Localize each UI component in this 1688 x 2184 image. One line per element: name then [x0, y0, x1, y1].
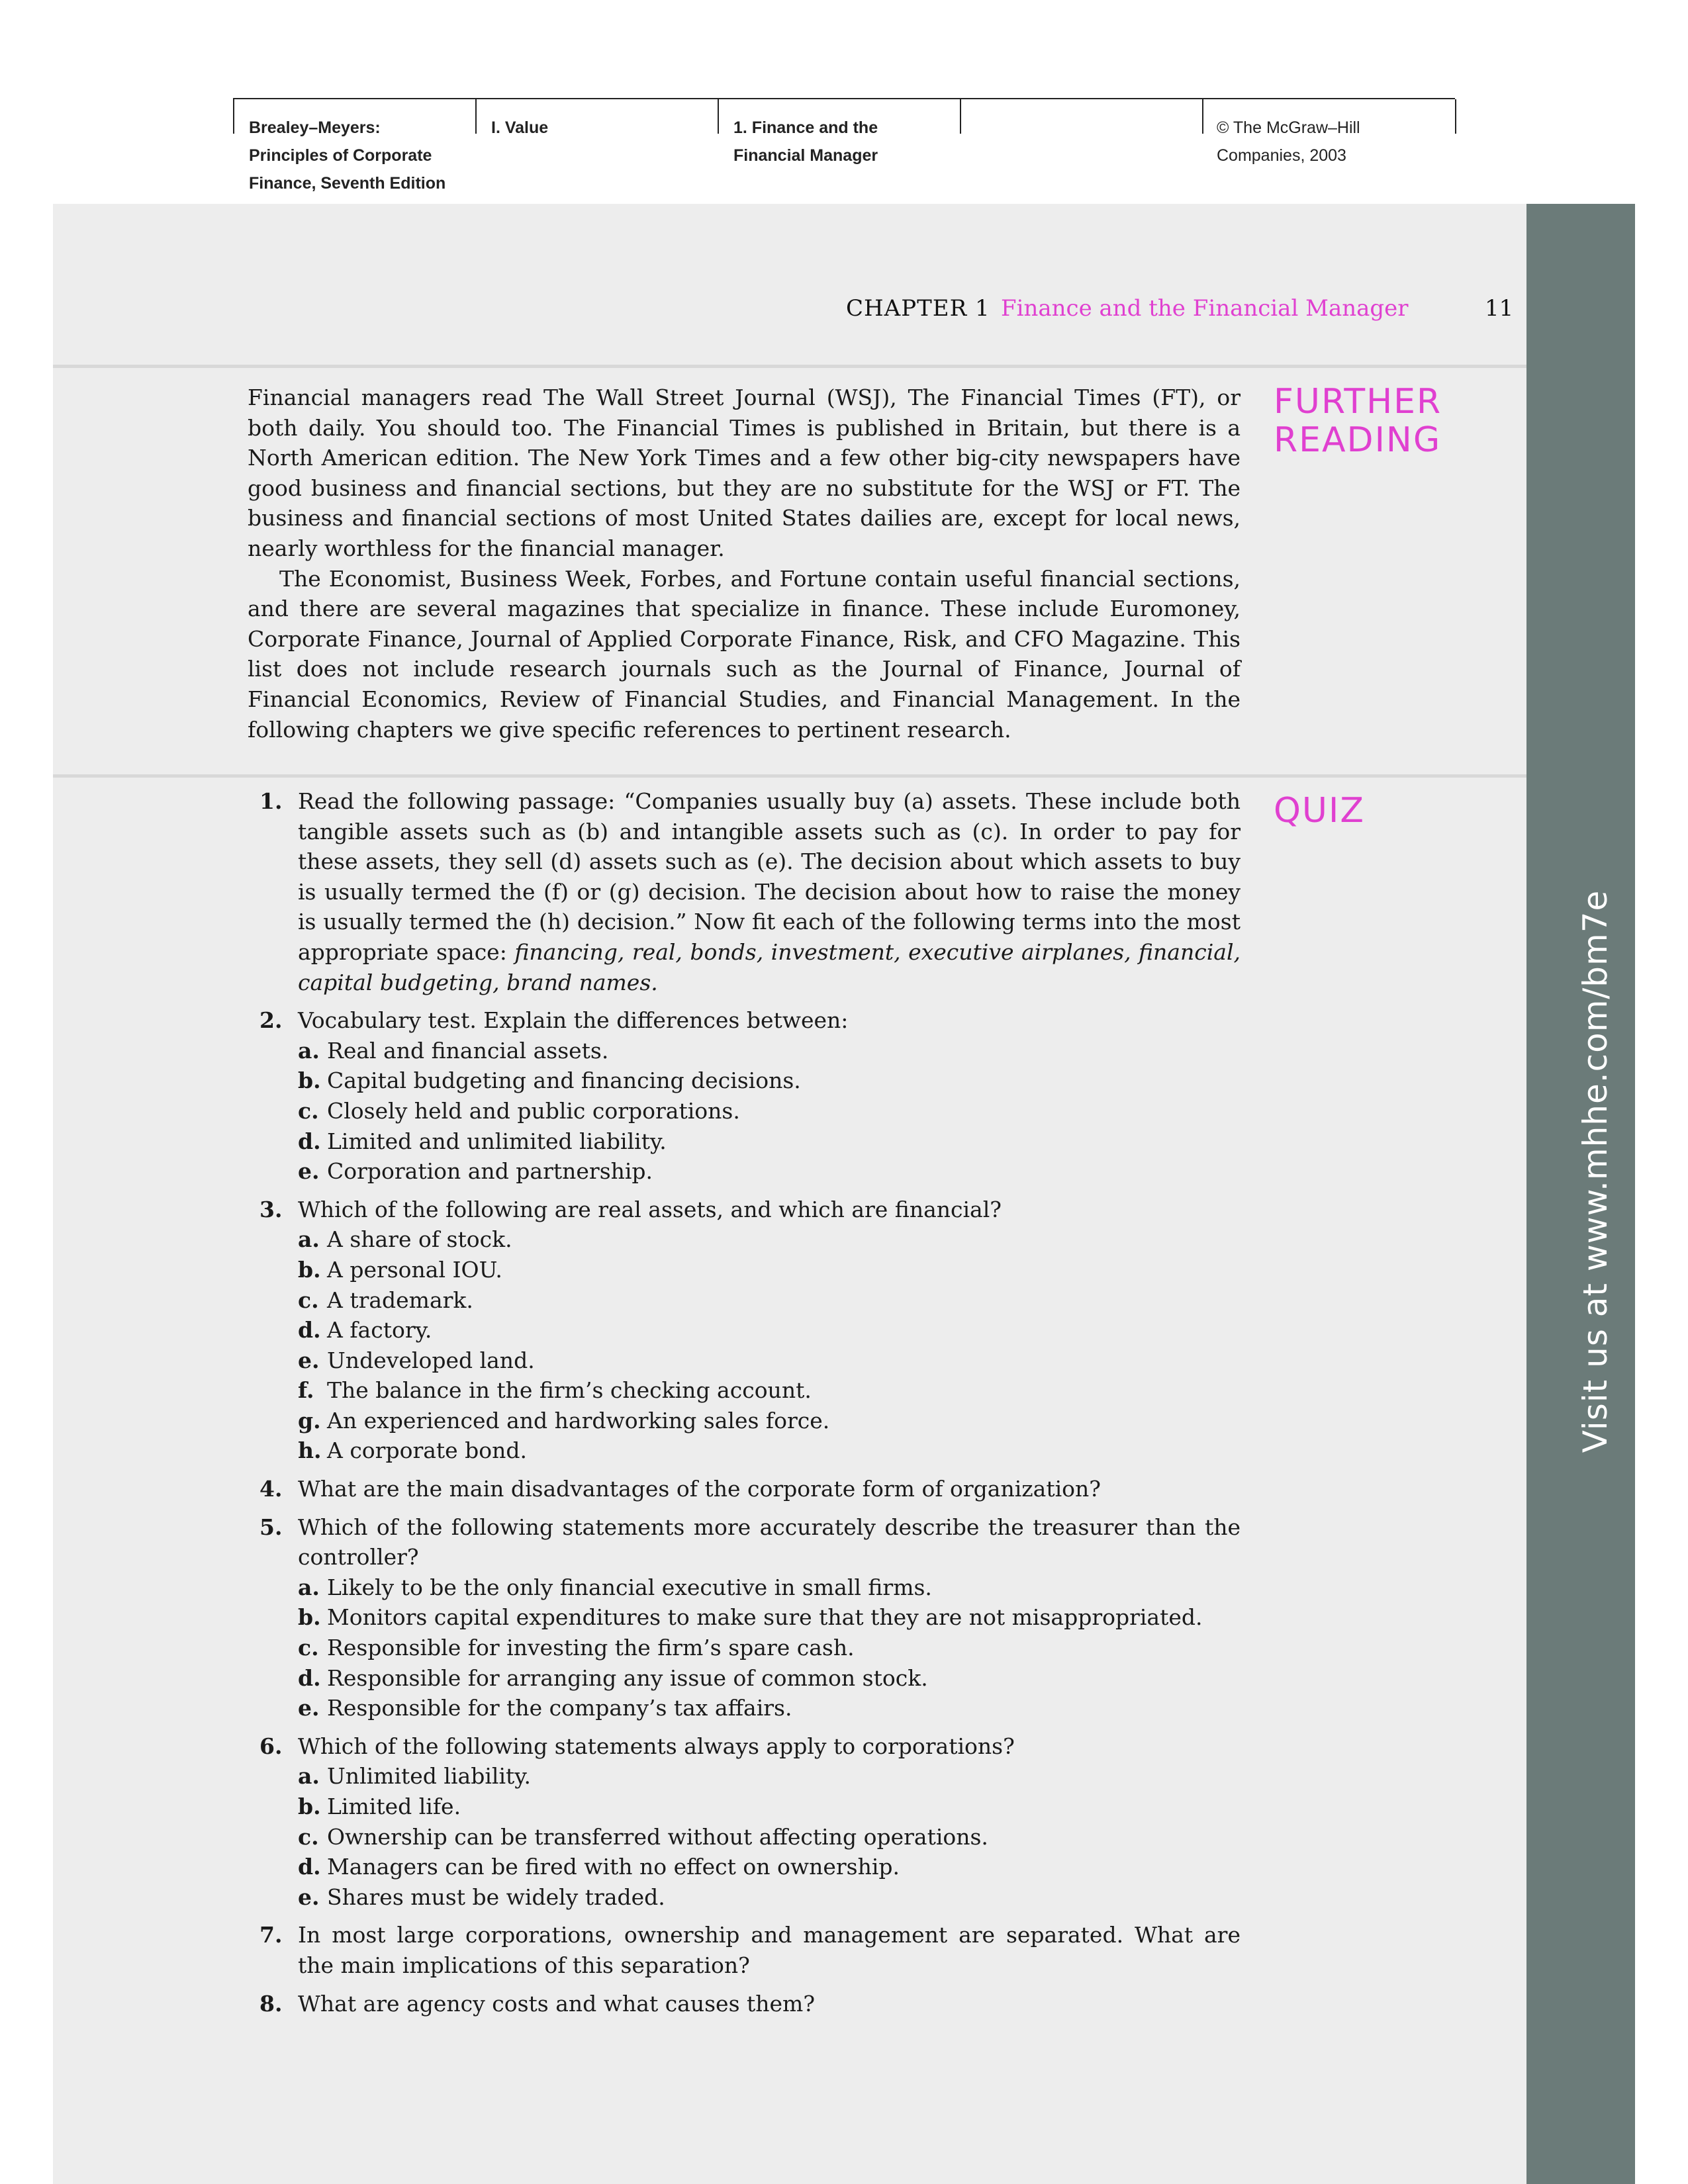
divider: [53, 365, 1526, 368]
item-text: Likely to be the only financial executive in small firms.: [327, 1574, 932, 1600]
item-letter: b.: [298, 1604, 321, 1631]
item-text: Responsible for the company’s tax affairs.: [327, 1695, 792, 1721]
question-text: Which of the following statements more accurately describe the treasurer than the controller?: [298, 1514, 1241, 1570]
question-item: [298, 1406, 1241, 1436]
item-text: A personal IOU.: [327, 1256, 502, 1283]
question-item: [298, 1822, 1241, 1852]
item-text: Managers can be fired with no effect on ownership.: [327, 1854, 900, 1880]
item-letter: e.: [298, 1158, 320, 1185]
question-item: [298, 1096, 1241, 1126]
item-letter: b.: [298, 1794, 321, 1819]
item-text: Limited and unlimited liability.: [327, 1128, 667, 1154]
further-reading-body: [248, 383, 1241, 745]
item-letter: b.: [298, 1256, 321, 1283]
item-letter: a.: [298, 1226, 320, 1253]
question-item: [298, 1066, 1241, 1096]
item-text: Responsible for investing the firm’s spare cash.: [327, 1635, 855, 1661]
item-text: A corporate bond.: [327, 1437, 528, 1464]
question-text: What are the main disadvantages of the corporate form of organization?: [298, 1476, 1101, 1502]
quiz-question: [248, 1731, 1241, 1913]
item-text: Closely held and public corporations.: [327, 1097, 740, 1124]
question-item: [298, 1572, 1241, 1603]
chapter-label: CHAPTER 1: [846, 295, 990, 322]
further-reading-heading: FURTHER READING: [1274, 382, 1442, 460]
question-item: [298, 1602, 1241, 1633]
quiz-question: [248, 1474, 1241, 1504]
header-copyright: © The McGraw–Hill Companies, 2003: [1217, 118, 1360, 165]
question-number: 4.: [259, 1476, 283, 1502]
page-number: 11: [1485, 295, 1514, 322]
item-letter: d.: [298, 1317, 321, 1343]
question-number: 3.: [259, 1196, 283, 1222]
item-letter: f.: [298, 1377, 314, 1404]
item-letter: a.: [298, 1763, 320, 1790]
header-book-title: Brealey–Meyers: Principles of Corporate Finance, Seventh Edition: [249, 118, 446, 193]
quiz-question: [248, 1989, 1241, 2019]
question-terms: financing, real, bonds, investment, executive airplanes, financial, capital budgeting, brand names.: [298, 938, 1241, 995]
paragraph: The Economist, Business Week, Forbes, and Fortune contain useful financial sections, and there are several magazines that specialize in finance. These include Euromoney, Corporate Finance, Journal of Applied Corporate Finance, Risk, and CFO Magazine. This list does not include research journals such as the Journal of Finance, Journal of Financial Economics, Review of Financial Studies, and Financial Management. In the following chapters we give specific references to pertinent research.: [248, 565, 1241, 743]
item-text: Ownership can be transferred without affecting operations.: [327, 1823, 988, 1850]
item-letter: d.: [298, 1854, 321, 1880]
question-item: [298, 1792, 1241, 1822]
item-letter: a.: [298, 1037, 320, 1064]
item-letter: e.: [298, 1347, 320, 1373]
item-letter: g.: [298, 1407, 321, 1433]
header-part: I. Value: [491, 118, 549, 137]
question-item: [298, 1852, 1241, 1882]
item-text: An experienced and hardworking sales force.: [327, 1407, 830, 1433]
item-text: A share of stock.: [327, 1226, 512, 1253]
question-text: Read the following passage: “Companies usually buy (a) assets. These include both tangible assets such as (b) and intangible assets such as (c). In order to pay for these assets, they sell (d) assets such as (e). The decision about which assets to buy is usually termed the (f) or (g) decision. The decision about how to raise the money is usually termed the (h) decision.” Now fit each of the following terms into the most appropriate space:: [298, 788, 1241, 965]
item-letter: c.: [298, 1097, 319, 1124]
question-item: [298, 1435, 1241, 1466]
question-number: 6.: [259, 1733, 283, 1759]
item-letter: c.: [298, 1287, 319, 1313]
item-letter: a.: [298, 1574, 320, 1600]
item-text: Responsible for arranging any issue of common stock.: [327, 1664, 928, 1691]
question-item: [298, 1285, 1241, 1316]
item-text: Unlimited liability.: [327, 1763, 532, 1790]
item-letter: c.: [298, 1635, 319, 1661]
header-cell: [960, 99, 1203, 134]
divider: [53, 774, 1526, 778]
item-letter: e.: [298, 1695, 320, 1721]
question-item: [298, 1345, 1241, 1376]
paragraph: Financial managers read The Wall Street Journal (WSJ), The Financial Times (FT), or both daily. You should too. The Financial Times is published in Britain, but there is a North American edition. The New York Times and a few other big-city newspapers have good business and financial sections, but they are no substitute for the WSJ or FT. The business and financial sections of most United States dailies are, except for local news, nearly worthless for the financial manager.: [248, 385, 1241, 561]
quiz-question: [248, 1512, 1241, 1723]
question-item: [298, 1693, 1241, 1723]
question-item: [298, 1156, 1241, 1187]
question-text: Which of the following statements always apply to corporations?: [298, 1733, 1015, 1759]
quiz-heading: QUIZ: [1274, 791, 1365, 831]
question-item: [298, 1375, 1241, 1406]
header-chapter: 1. Finance and the Financial Manager: [733, 118, 878, 165]
item-text: Undeveloped land.: [327, 1347, 535, 1373]
question-item: [298, 1036, 1241, 1066]
quiz-question: [248, 786, 1241, 997]
quiz-question: [248, 1920, 1241, 1980]
question-item: [298, 1224, 1241, 1255]
quiz-question: [248, 1195, 1241, 1466]
item-text: Capital budgeting and financing decisions.: [327, 1068, 801, 1094]
question-item: [298, 1126, 1241, 1157]
item-letter: d.: [298, 1664, 321, 1691]
question-number: 7.: [259, 1922, 283, 1948]
quiz-list: [248, 786, 1241, 2026]
item-text: Real and financial assets.: [327, 1037, 609, 1064]
question-number: 8.: [259, 1990, 283, 2017]
question-text: Vocabulary test. Explain the differences between:: [298, 1007, 849, 1034]
question-text: What are agency costs and what causes them?: [298, 1990, 816, 2017]
item-letter: d.: [298, 1128, 321, 1154]
item-text: A trademark.: [327, 1287, 473, 1313]
item-letter: c.: [298, 1823, 319, 1850]
item-text: A factory.: [327, 1317, 432, 1343]
item-letter: b.: [298, 1068, 321, 1094]
item-letter: h.: [298, 1437, 322, 1464]
chapter-title: Finance and the Financial Manager: [1001, 295, 1409, 322]
sidebar-link[interactable]: Visit us at www.mhhe.com/bm7e: [1576, 889, 1615, 1453]
question-item: [298, 1633, 1241, 1663]
item-text: Limited life.: [327, 1794, 461, 1819]
question-number: 2.: [259, 1007, 283, 1034]
question-text: Which of the following are real assets, and which are financial?: [298, 1196, 1002, 1222]
quiz-question: [248, 1005, 1241, 1187]
item-text: Corporation and partnership.: [327, 1158, 653, 1185]
item-text: The balance in the firm’s checking account.: [327, 1377, 812, 1404]
question-item: [298, 1761, 1241, 1792]
question-number: 5.: [259, 1514, 283, 1540]
question-item: [298, 1255, 1241, 1285]
question-number: 1.: [259, 788, 283, 814]
question-item: [298, 1663, 1241, 1694]
question-text: In most large corporations, ownership and management are separated. What are the main implications of this separation?: [298, 1922, 1241, 1978]
item-text: Monitors capital expenditures to make sure that they are not misappropriated.: [327, 1604, 1203, 1631]
question-item: [298, 1315, 1241, 1345]
item-letter: e.: [298, 1884, 320, 1910]
item-text: Shares must be widely traded.: [327, 1884, 665, 1910]
question-item: [298, 1882, 1241, 1913]
